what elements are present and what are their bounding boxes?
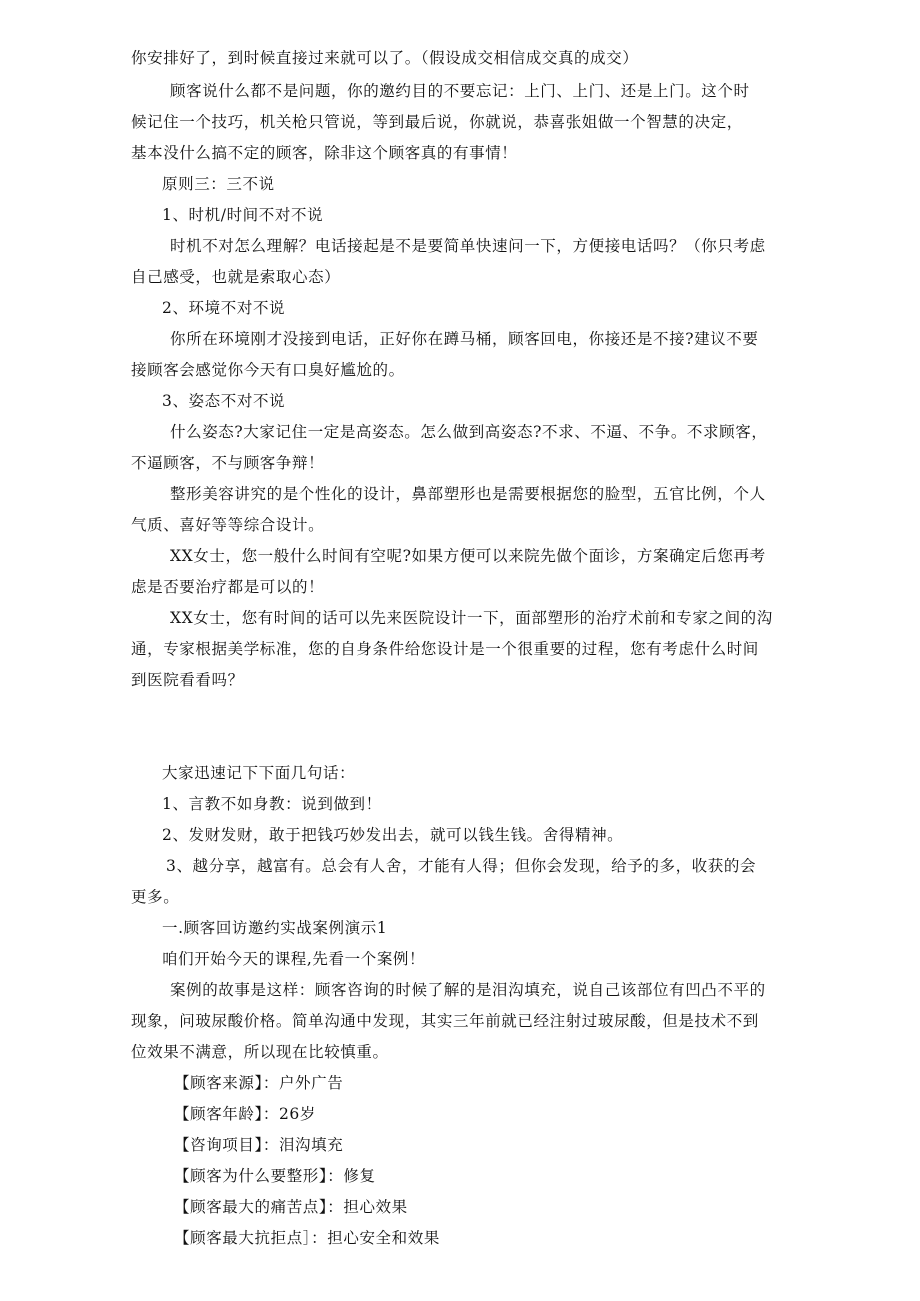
text-line: XX女士，您有时间的话可以先来医院设计一下，面部塑形的治疗术前和专家之间的沟	[170, 609, 773, 627]
text-line: 时机不对怎么理解？电话接起是不是要简单快速问一下，方便接电话吗？（你只考虑	[170, 237, 766, 255]
text-line: 案例的故事是这样：顾客咨询的时候了解的是泪沟填充，说自己该部位有凹凸不平的	[170, 981, 766, 999]
text-line: 你安排好了，到时候直接过来就可以了。（假设成交相信成交真的成交）	[131, 49, 639, 67]
text-line: 虑是否要治疗都是可以的！	[131, 578, 325, 596]
text-line: 现象，问玻尿酸价格。简单沟通中发现，其实三年前就已经注射过玻尿酸，但是技术不到	[131, 1012, 759, 1030]
case-attribute: 【顾客最大抗拒点］：担心安全和效果	[174, 1229, 440, 1247]
text-line: 基本没什么搞不定的顾客，除非这个顾客真的有事情！	[131, 144, 518, 162]
section-heading: 原则三：三不说	[162, 175, 275, 193]
text-line: 自己感受，也就是索取心态）	[131, 268, 341, 286]
case-attribute: 【顾客为什么要整形】：修复	[174, 1167, 376, 1185]
list-heading: 3、姿态不对不说	[162, 392, 286, 410]
section-heading: 一.顾客回访邀约实战案例演示1	[162, 919, 388, 937]
case-attribute: 【顾客年龄】：26岁	[174, 1105, 316, 1123]
text-line: 咱们开始今天的课程,先看一个案例！	[162, 950, 426, 968]
list-heading: 1、时机/时间不对不说	[162, 206, 324, 224]
list-item: 1、言教不如身教：说到做到！	[162, 795, 382, 813]
text-line: 通，专家根据美学标准，您的自身条件给您设计是一个很重要的过程，您有考虑什么时间	[131, 640, 759, 658]
text-line: XX女士，您一般什么时间有空呢?如果方便可以来院先做个面诊，方案确定后您再考	[170, 547, 766, 565]
text-line: 你所在环境刚才没接到电话，正好你在蹲马桶，顾客回电，你接还是不接?建议不要	[170, 330, 759, 348]
text-line: 大家迅速记下下面几句话：	[162, 764, 356, 782]
text-line: 更多。	[131, 888, 180, 906]
text-line: 接顾客会感觉你今天有口臭好尴尬的。	[131, 361, 405, 379]
case-attribute: 【顾客来源】：户外广告	[174, 1074, 344, 1092]
list-item: 3、越分享，越富有。总会有人舍，才能有人得；但你会发现，给予的多，收获的会	[166, 857, 757, 875]
text-line: 位效果不满意，所以现在比较慎重。	[131, 1043, 389, 1061]
text-line: 顾客说什么都不是问题，你的邀约目的不要忘记：上门、上门、还是上门。这个时	[170, 82, 750, 100]
text-line: 不逼顾客，不与顾客争辩！	[131, 454, 325, 472]
text-line: 气质、喜好等等综合设计。	[131, 516, 325, 534]
list-heading: 2、环境不对不说	[162, 299, 286, 317]
list-item: 2、发财发财，敢于把钱巧妙发出去，就可以钱生钱。舍得精神。	[162, 826, 624, 844]
case-attribute: 【咨询项目】：泪沟填充	[174, 1136, 344, 1154]
text-line: 什么姿态?大家记住一定是高姿态。怎么做到高姿态?不求、不逼、不争。不求顾客，	[170, 423, 768, 441]
case-attribute: 【顾客最大的痛苦点】：担心效果	[174, 1198, 408, 1216]
text-line: 整形美容讲究的是个性化的设计，鼻部塑形也是需要根据您的脸型，五官比例，个人	[170, 485, 766, 503]
text-line: 到医院看看吗？	[131, 671, 244, 689]
text-line: 候记住一个技巧，机关枪只管说，等到最后说，你就说，恭喜张姐做一个智慧的决定，	[131, 113, 743, 131]
